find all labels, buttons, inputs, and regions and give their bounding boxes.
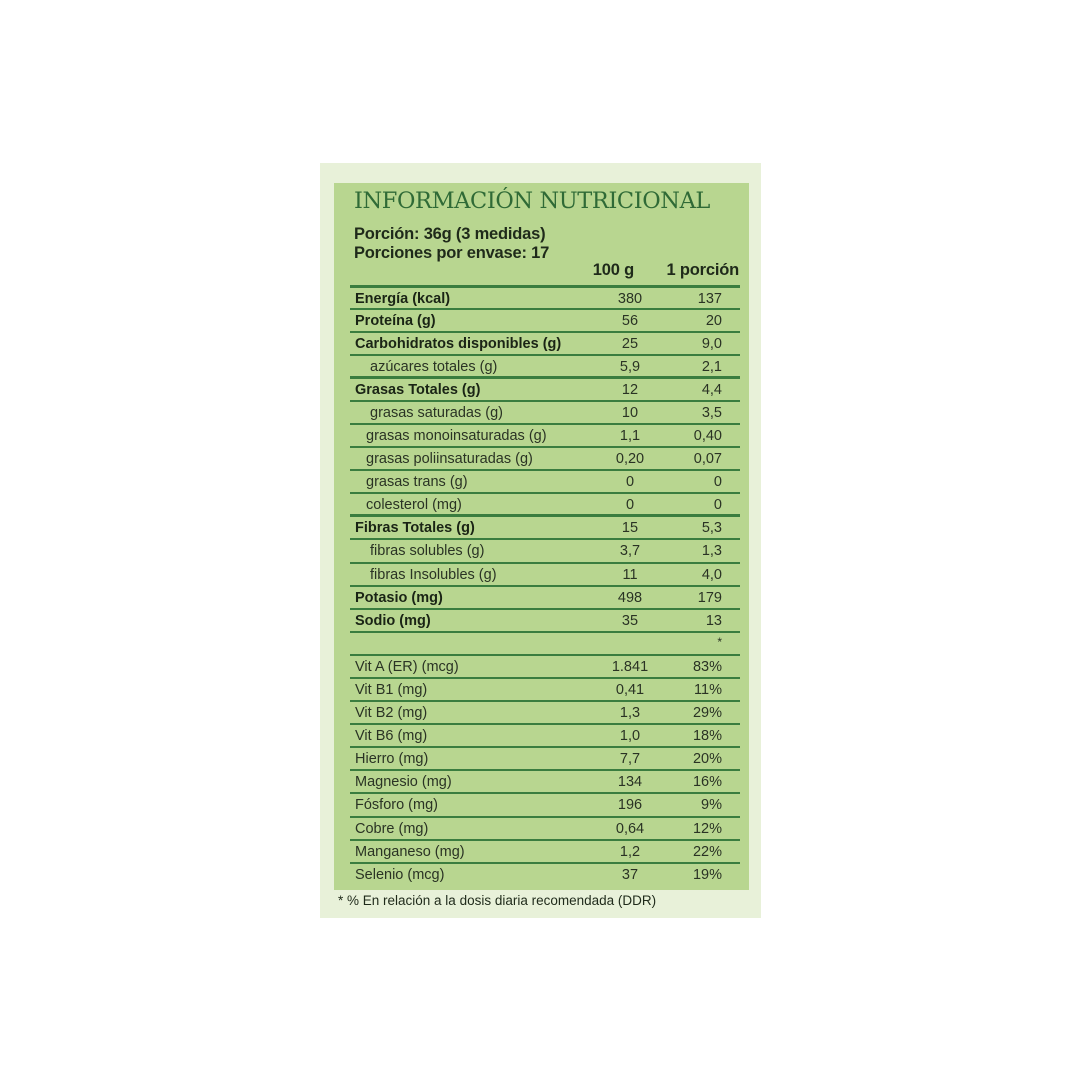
row-label: Sodio (mg)	[355, 612, 431, 629]
row-value-100g: 12	[621, 381, 639, 398]
row-label: grasas saturadas (g)	[370, 404, 503, 421]
table-row	[350, 841, 740, 864]
row-label: Vit B6 (mg)	[355, 728, 428, 745]
table-row	[350, 356, 740, 379]
row-value-portion: 9%	[701, 797, 722, 814]
table-row	[350, 333, 740, 356]
row-label: Fibras Totales (g)	[355, 520, 475, 537]
row-value-100g: 25	[621, 335, 639, 352]
row-value-portion: 179	[697, 589, 722, 606]
row-value-portion: 2,1	[701, 358, 722, 375]
row-value-100g: 196	[617, 797, 643, 814]
table-row	[350, 540, 740, 563]
row-value-100g: 11	[622, 566, 638, 583]
row-value-100g: 3,7	[619, 543, 641, 560]
row-value-100g: 15	[621, 520, 639, 537]
row-label: Vit A (ER) (mcg)	[355, 658, 459, 675]
table-row	[350, 818, 740, 841]
row-value-portion: 16%	[692, 774, 722, 791]
row-value-portion: 9,0	[701, 335, 722, 352]
row-value-portion: 22%	[692, 843, 722, 860]
row-label: fibras Insolubles (g)	[370, 566, 497, 583]
row-label: azúcares totales (g)	[370, 358, 498, 375]
table-row	[350, 725, 740, 748]
row-value-100g: 0	[625, 497, 635, 514]
table-row	[350, 310, 740, 333]
row-label: grasas poliinsaturadas (g)	[366, 451, 533, 468]
table-row	[350, 517, 740, 540]
panel-title: INFORMACIÓN NUTRICIONAL	[354, 188, 710, 214]
row-value-100g: 0,20	[615, 451, 645, 468]
row-value-100g: 1,0	[619, 728, 641, 745]
row-label: Hierro (mg)	[355, 751, 429, 768]
row-value-portion: 0,40	[693, 427, 722, 444]
row-value-100g: 498	[617, 589, 643, 606]
row-value-portion: 12%	[692, 820, 722, 837]
row-label: Grasas Totales (g)	[355, 381, 481, 398]
row-label: grasas monoinsaturadas (g)	[366, 427, 547, 444]
row-label: fibras solubles (g)	[370, 543, 485, 560]
row-value-100g: 10	[621, 404, 639, 421]
row-value-portion: 19%	[692, 866, 722, 883]
row-value-portion: 0	[713, 474, 722, 491]
row-value-portion: 137	[697, 291, 722, 307]
row-label: Energía (kcal)	[355, 291, 451, 307]
nutrition-table	[350, 285, 740, 887]
column-header-portion: 1 porción	[666, 261, 739, 279]
row-value-portion: 1,3	[701, 543, 722, 560]
row-value-100g: 56	[621, 312, 639, 329]
row-value-100g: 1,2	[619, 843, 641, 860]
row-label: colesterol (mg)	[366, 497, 462, 514]
row-value-portion: 0	[713, 497, 722, 514]
row-label: Selenio (mcg)	[355, 866, 445, 883]
row-label: grasas trans (g)	[366, 474, 468, 491]
row-value-100g: 1.841	[611, 658, 649, 675]
row-label: Carbohidratos disponibles (g)	[355, 335, 562, 352]
daily-value-asterisk: *	[717, 634, 722, 649]
row-label: Manganeso (mg)	[355, 843, 465, 860]
row-value-100g: 380	[617, 291, 643, 307]
row-value-portion: 3,5	[701, 404, 722, 421]
table-row	[350, 679, 740, 702]
row-value-100g: 7,7	[619, 751, 641, 768]
row-label: Fósforo (mg)	[355, 797, 438, 814]
table-row	[350, 610, 740, 633]
table-row	[350, 379, 740, 402]
row-label: Vit B1 (mg)	[355, 682, 428, 698]
servings-per-container: Porciones por envase: 17	[354, 244, 550, 262]
row-value-100g: 0	[625, 474, 635, 491]
row-label: Proteína (g)	[355, 312, 436, 329]
row-value-portion: 5,3	[701, 520, 722, 537]
row-label: Cobre (mg)	[355, 820, 429, 837]
row-value-portion: 0,07	[693, 451, 722, 468]
column-header-100g: 100 g	[592, 261, 634, 279]
table-row	[350, 448, 740, 471]
table-row	[350, 402, 740, 425]
row-value-100g: 1,1	[619, 427, 641, 444]
row-label: Vit B2 (mg)	[355, 705, 428, 722]
row-value-portion: 83%	[692, 658, 722, 675]
table-row	[350, 656, 740, 679]
row-value-portion: 4,4	[701, 381, 722, 398]
table-row	[350, 587, 740, 610]
row-value-portion: 29%	[692, 705, 722, 722]
table-row	[350, 564, 740, 587]
row-value-100g: 37	[621, 866, 639, 883]
row-label: Potasio (mg)	[355, 589, 443, 606]
row-value-100g: 134	[617, 774, 643, 791]
row-value-portion: 4,0	[701, 566, 722, 583]
table-row	[350, 702, 740, 725]
table-row	[350, 864, 740, 887]
row-value-portion: 13	[705, 612, 722, 629]
table-row	[350, 771, 740, 794]
row-label: Magnesio (mg)	[355, 774, 452, 791]
table-row	[350, 285, 740, 310]
table-row	[350, 494, 740, 517]
row-value-100g: 5,9	[619, 358, 641, 375]
row-value-portion: 20%	[692, 751, 722, 768]
table-row	[350, 794, 740, 817]
row-value-100g: 0,41	[615, 682, 645, 698]
row-value-portion: 18%	[692, 728, 722, 745]
portion-size: Porción: 36g (3 medidas)	[354, 225, 546, 243]
table-row	[350, 748, 740, 771]
footnote-ddr: * % En relación a la dosis diaria recomendada (DDR)	[338, 893, 657, 908]
row-value-100g: 35	[621, 612, 639, 629]
row-value-100g: 0,64	[615, 820, 645, 837]
table-row	[350, 471, 740, 494]
row-value-portion: 11%	[694, 682, 722, 698]
row-value-portion: 20	[705, 312, 722, 329]
table-row	[350, 425, 740, 448]
row-value-100g: 1,3	[619, 705, 641, 722]
table-row-dv-marker	[350, 633, 740, 656]
